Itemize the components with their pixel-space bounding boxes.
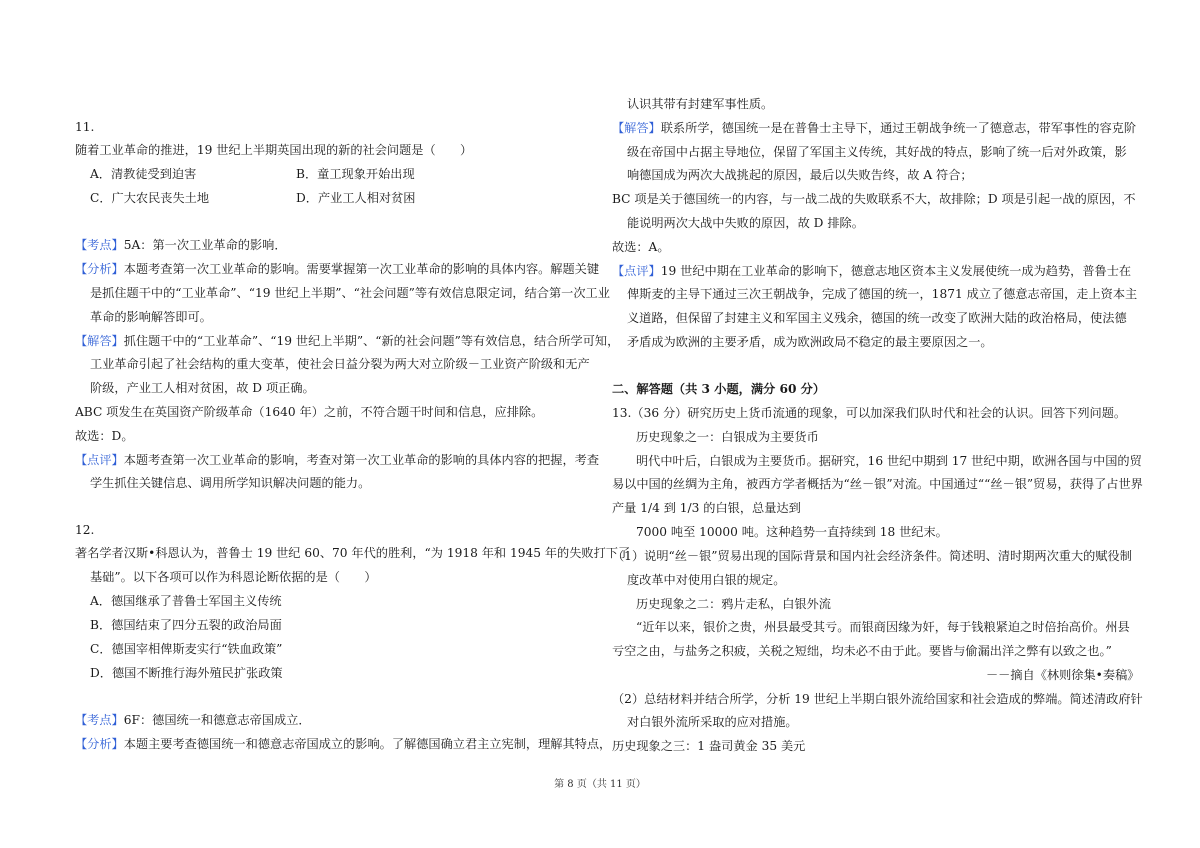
q12-kaodian <box>75 712 311 728</box>
q11-number: 11. <box>75 120 95 134</box>
q12-stem-line2: 基础”。以下各项可以作为科恩论断依据的是（ ） <box>90 570 377 584</box>
fenxi-tag: 【分析】 <box>75 737 124 751</box>
fenxi-tag: 【分析】 <box>75 262 124 276</box>
q11-fenxi-line3: 革命的影响解答即可。 <box>90 310 212 324</box>
kaodian-tag: 【考点】 <box>75 238 124 252</box>
q12-dianping <box>612 263 1131 279</box>
dianping-tag: 【点评】 <box>612 264 661 278</box>
q12-dianping-line4: 矛盾成为欧洲的主要矛盾，成为欧洲政局不稳定的最主要原因之一。 <box>627 335 993 349</box>
q11-dianping <box>75 452 599 468</box>
q11-dianping-line2: 学生抓住关键信息、调用所学知识解决问题的能力。 <box>90 476 371 490</box>
q12-option-b: B．德国结束了四分五裂的政治局面 <box>90 618 282 632</box>
q13-quote-source: －－摘自《林则徐集•奏稿》 <box>986 668 1140 682</box>
kaodian-tag: 【考点】 <box>75 713 124 727</box>
q11-fenxi-line2: 是抓住题干中的“工业革命”、“19 世纪上半期”、“社会问题”等有效信息限定词，结合第一次工业 <box>90 286 610 300</box>
q13-phenomenon-1-text: 明代中叶后，白银成为主要货币。据研究，16 世纪中期到 17 世纪中期，欧洲各国与中国的贸 <box>636 454 1142 468</box>
q11-choice: 故选：D。 <box>75 429 134 443</box>
q12-stem: 著名学者汉斯•科恩认为，普鲁士 19 世纪 60、70 年代的胜利，“为 1918 年和 1945 年的失败打下了 <box>75 546 631 560</box>
q12-bc-note: BC 项是关于德国统一的内容，与一战二战的失败联系不大，故排除；D 项是引起一战的原因，不 <box>612 192 1136 206</box>
q11-stem: 随着工业革命的推进，19 世纪上半期英国出现的新的社会问题是（ ） <box>75 143 473 157</box>
q13-phenomenon-2-title: 历史现象之二：鸦片走私，白银外流 <box>636 597 831 611</box>
kaodian-text: 5A：第一次工业革命的影响． <box>123 238 287 252</box>
q13-question-1: （1）说明“丝－银”贸易出现的国际背景和国内社会经济条件。简述明、清时期两次重大的赋役制 <box>612 549 1132 563</box>
section-title: 二、解答题（共 3 小题，满分 60 分） <box>612 382 826 396</box>
q12-jieda <box>612 120 1136 136</box>
fenxi-text: 本题主要考查德国统一和德意志帝国成立的影响。了解德国确立君主立宪制，理解其特点， <box>123 737 612 751</box>
dianping-text: 19 世纪中期在工业革命的影响下，德意志地区资本主义发展使统一成为趋势，普鲁士在 <box>660 264 1132 278</box>
jieda-text: 抓住题干中的“工业革命”、“19 世纪上半期”、“新的社会问题”等有效信息，结合所学可知， <box>123 334 620 348</box>
q13-phenomenon-1-text-line4: 7000 吨至 10000 吨。这种趋势一直持续到 18 世纪末。 <box>636 525 948 539</box>
q12-dianping-line2: 俾斯麦的主导下通过三次王朝战争，完成了德国的统一，1871 成立了德意志帝国，走上资本主 <box>627 287 1138 301</box>
q12-number: 12. <box>75 523 95 537</box>
q12-option-d: D．德国不断推行海外殖民扩张政策 <box>90 666 283 680</box>
jieda-tag: 【解答】 <box>75 334 124 348</box>
q11-abc-note: ABC 项发生在英国资产阶级革命（1640 年）之前，不符合题干时间和信息，应排除。 <box>75 405 544 419</box>
q13-question-2: （2）总结材料并结合所学，分析 19 世纪上半期白银外流给国家和社会造成的弊端。简述清政府针 <box>612 692 1143 706</box>
q12-jieda-line2: 级在帝国中占据主导地位，保留了军国主义传统，其好战的特点，影响了统一后对外政策，影 <box>627 145 1127 159</box>
q13-phenomenon-2-quote-line2: 亏空之由，与盐务之积疲，关税之短绌，均未必不由于此。要皆与偷漏出洋之弊有以致之也。” <box>612 644 1112 658</box>
fenxi-text: 本题考查第一次工业革命的影响。需要掌握第一次工业革命的影响的具体内容。解题关键 <box>123 262 600 276</box>
q13-phenomenon-1-title: 历史现象之一：白银成为主要货币 <box>636 430 819 444</box>
q11-jieda <box>75 333 619 349</box>
q13-phenomenon-3-title: 历史现象之三：1 盎司黄金 35 美元 <box>612 739 806 753</box>
q12-option-c: C．德国宰相俾斯麦实行“铁血政策” <box>90 642 283 656</box>
jieda-text: 联系所学，德国统一是在普鲁士主导下，通过王朝战争统一了德意志，带军事性的容克阶 <box>660 121 1137 135</box>
dianping-text: 本题考查第一次工业革命的影响，考查对第一次工业革命的影响的具体内容的把握，考查 <box>123 453 600 467</box>
q11-option-d: D．产业工人相对贫困 <box>296 191 416 205</box>
q11-option-c: C．广大农民丧失土地 <box>90 191 210 205</box>
dianping-tag: 【点评】 <box>75 453 124 467</box>
q13-phenomenon-1-text-line2: 易以中国的丝绸为主角，被西方学者概括为“丝－银”对流。中国通过““丝－银”贸易，获得了占世界 <box>612 477 1143 491</box>
jieda-tag: 【解答】 <box>612 121 661 135</box>
page-footer: 第 8 页（共 11 页） <box>554 779 646 790</box>
q11-option-a: A．清教徒受到迫害 <box>90 167 197 181</box>
q11-kaodian <box>75 237 287 253</box>
q13-phenomenon-1-text-line3: 产量 1/4 到 1/3 的白银，总量达到 <box>612 501 801 515</box>
q13-question-2-line2: 对白银外流所采取的应对措施。 <box>627 715 798 729</box>
q13-question-1-line2: 度改革中对使用白银的规定。 <box>627 573 786 587</box>
q11-option-b: B．童工现象开始出现 <box>296 167 415 181</box>
q12-fenxi-continued: 认识其带有封建军事性质。 <box>627 97 774 111</box>
q12-option-a: A．德国继承了普鲁士军国主义传统 <box>90 594 282 608</box>
q12-fenxi <box>75 736 611 752</box>
q13-phenomenon-2-quote: “近年以来，银价之贵，州县最受其亏。而银商因缘为奸，每于钱粮紧迫之时倍抬高价。州县 <box>636 620 1130 634</box>
kaodian-text: 6F：德国统一和德意志帝国成立． <box>123 713 311 727</box>
q12-choice: 故选：A。 <box>612 240 670 254</box>
q12-dianping-line3: 义道路，但保留了封建主义和军国主义残余，德国的统一改变了欧洲大陆的政治格局，使法德 <box>627 311 1127 325</box>
q11-jieda-line2: 工业革命引起了社会结构的重大变革，使社会日益分裂为两大对立阶级－工业资产阶级和无产 <box>90 357 590 371</box>
q13-stem: 13.（36 分）研究历史上货币流通的现象，可以加深我们队时代和社会的认识。回答下列问题。 <box>612 406 1127 420</box>
q12-bc-note-line2: 能说明两次大战中失败的原因，故 D 排除。 <box>627 216 864 230</box>
q11-jieda-line3: 阶级，产业工人相对贫困，故 D 项正确。 <box>90 381 315 395</box>
q12-jieda-line3: 响德国成为两次大战挑起的原因，最后以失败告终，故 A 符合； <box>627 168 973 182</box>
q11-fenxi <box>75 261 599 277</box>
